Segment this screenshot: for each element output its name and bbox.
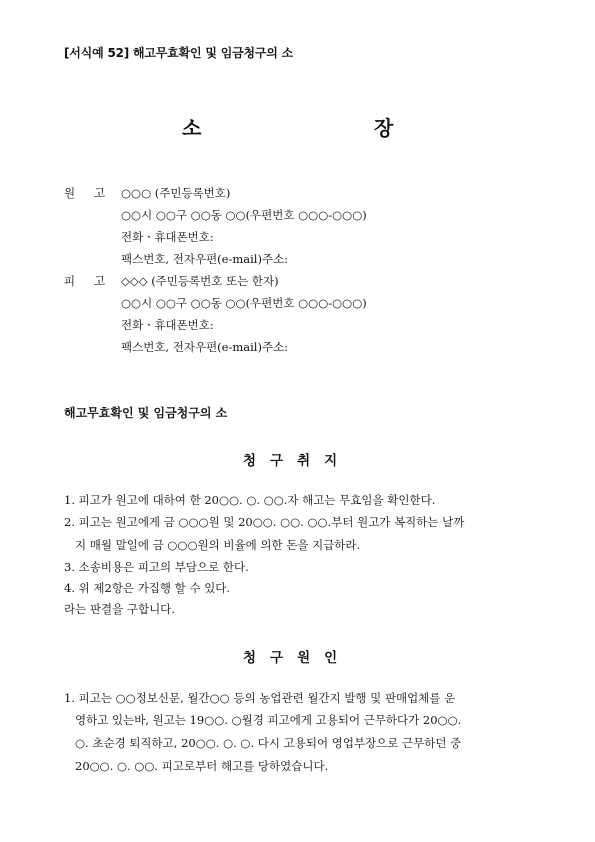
defendant-role-char-2: 고 bbox=[94, 274, 106, 288]
claim-cause-line-4: 20○○. ○. ○○. 피고로부터 해고를 당하였습니다. bbox=[75, 759, 329, 773]
claim-purpose-heading: 청구취지 bbox=[243, 453, 352, 469]
defendant-role-char-1: 피 bbox=[64, 274, 76, 288]
plaintiff-role-char-2: 고 bbox=[94, 186, 106, 200]
claim-purpose-line-1: 1. 피고가 원고에 대하여 한 20○○. ○. ○○.자 해고는 무효임을 확인한다. bbox=[64, 493, 436, 507]
defendant-name: ◇◇◇ (주민등록번호 또는 한자) bbox=[121, 274, 279, 288]
document-title-char-1: 소 bbox=[182, 116, 202, 140]
claim-purpose-line-2: 2. 피고는 원고에게 금 ○○○원 및 20○○. ○○. ○○.부터 원고가 복직하는 날까 bbox=[64, 515, 465, 529]
case-title: 해고무효확인 및 임금청구의 소 bbox=[64, 406, 228, 420]
plaintiff-address: ○○시 ○○구 ○○동 ○○(우편번호 ○○○-○○○) bbox=[121, 208, 367, 222]
claim-cause-line-2: 영하고 있는바, 원고는 19○○. ○월경 피고에게 고용되어 근무하다가 20○○. bbox=[75, 713, 462, 727]
plaintiff-fax-email: 팩스번호, 전자우편(e-mail)주소: bbox=[121, 252, 289, 266]
claim-purpose-line-4: 3. 소송비용은 피고의 부담으로 한다. bbox=[64, 560, 249, 574]
claim-cause-heading: 청구원인 bbox=[243, 650, 352, 666]
form-label: [서식예 52] 해고무효확인 및 임금청구의 소 bbox=[64, 46, 294, 60]
claim-purpose-line-5: 4. 위 제2항은 가집행 할 수 있다. bbox=[64, 581, 231, 595]
claim-purpose-line-3: 지 매월 말일에 금 ○○○원의 비율에 의한 돈을 지급하라. bbox=[75, 538, 361, 552]
claim-cause-line-1: 1. 피고는 ○○정보신문, 월간○○ 등의 농업관련 월간지 발행 및 판매업체를 운 bbox=[64, 691, 456, 705]
document-title-char-2: 장 bbox=[374, 116, 394, 140]
defendant-fax-email: 팩스번호, 전자우편(e-mail)주소: bbox=[121, 340, 289, 354]
plaintiff-role-char-1: 원 bbox=[64, 186, 76, 200]
defendant-address: ○○시 ○○구 ○○동 ○○(우편번호 ○○○-○○○) bbox=[121, 296, 367, 310]
claim-purpose-conclusion: 라는 판결을 구합니다. bbox=[64, 602, 175, 616]
claim-cause-line-3: ○. 초순경 퇴직하고, 20○○. ○. ○. 다시 고용되어 영업부장으로 근무하던 중 bbox=[75, 736, 462, 750]
defendant-phone: 전화ㆍ휴대폰번호: bbox=[121, 318, 214, 332]
plaintiff-phone: 전화ㆍ휴대폰번호: bbox=[121, 230, 214, 244]
plaintiff-name: ○○○ (주민등록번호) bbox=[121, 186, 231, 200]
